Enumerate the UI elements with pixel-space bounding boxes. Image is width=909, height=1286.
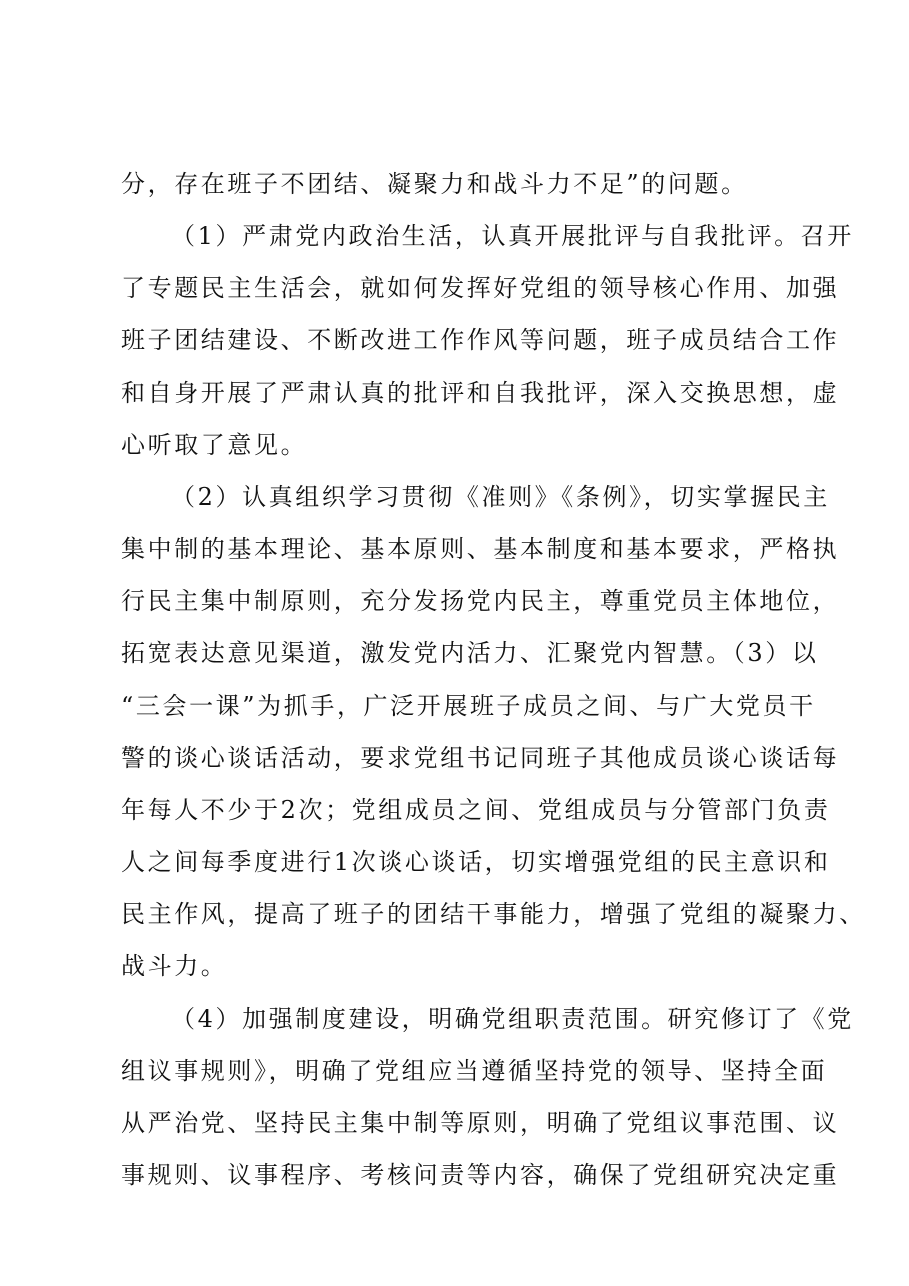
text-line: 分，存在班子不团结、凝聚力和战斗力不足”的问题。 <box>121 170 748 198</box>
text-line: 从严治党、坚持民主集中制等原则，明确了党组议事范围、议 <box>121 1109 840 1137</box>
text-line: 民主作风，提高了班子的团结干事能力，增强了党组的凝聚力、 <box>121 900 866 928</box>
text-line: 组议事规则》，明确了党组应当遵循坚持党的领导、坚持全面 <box>121 1057 828 1085</box>
text-line: 人之间每季度进行1次谈心谈话，切实增强党组的民主意识和 <box>121 848 831 876</box>
paragraph-2-start: （2）认真组织学习贯彻《准则》《条例》，切实掌握民主 <box>171 483 830 511</box>
text-line: 班子团结建设、不断改进工作作风等问题，班子成员结合工作 <box>121 326 840 354</box>
paragraph-1-start: （1）严肃党内政治生活，认真开展批评与自我批评。召开 <box>171 222 854 250</box>
text-line: 战斗力。 <box>121 952 228 980</box>
text-line: 集中制的基本理论、基本原则、基本制度和基本要求，严格执 <box>121 535 840 563</box>
text-line: 年每人不少于2次；党组成员之间、党组成员与分管部门负责 <box>121 796 831 824</box>
text-line: 警的谈心谈话活动，要求党组书记同班子其他成员谈心谈话每 <box>121 744 840 772</box>
text-line: 行民主集中制原则，充分发扬党内民主，尊重党员主体地位， <box>121 587 840 615</box>
text-line: 和自身开展了严肃认真的批评和自我批评，深入交换思想，虚 <box>121 379 840 407</box>
text-line: 拓宽表达意见渠道，激发党内活力、汇聚党内智慧。（3）以 <box>121 639 819 667</box>
text-line: “三会一课”为抓手，广泛开展班子成员之间、与广大党员干 <box>121 692 816 720</box>
text-line: 了专题民主生活会，就如何发挥好党组的领导核心作用、加强 <box>121 274 840 302</box>
text-line: 心听取了意见。 <box>121 431 308 459</box>
text-line: 事规则、议事程序、考核问责等内容，确保了党组研究决定重 <box>121 1161 840 1189</box>
paragraph-4-start: （4）加强制度建设，明确党组职责范围。研究修订了《党 <box>171 1005 854 1033</box>
